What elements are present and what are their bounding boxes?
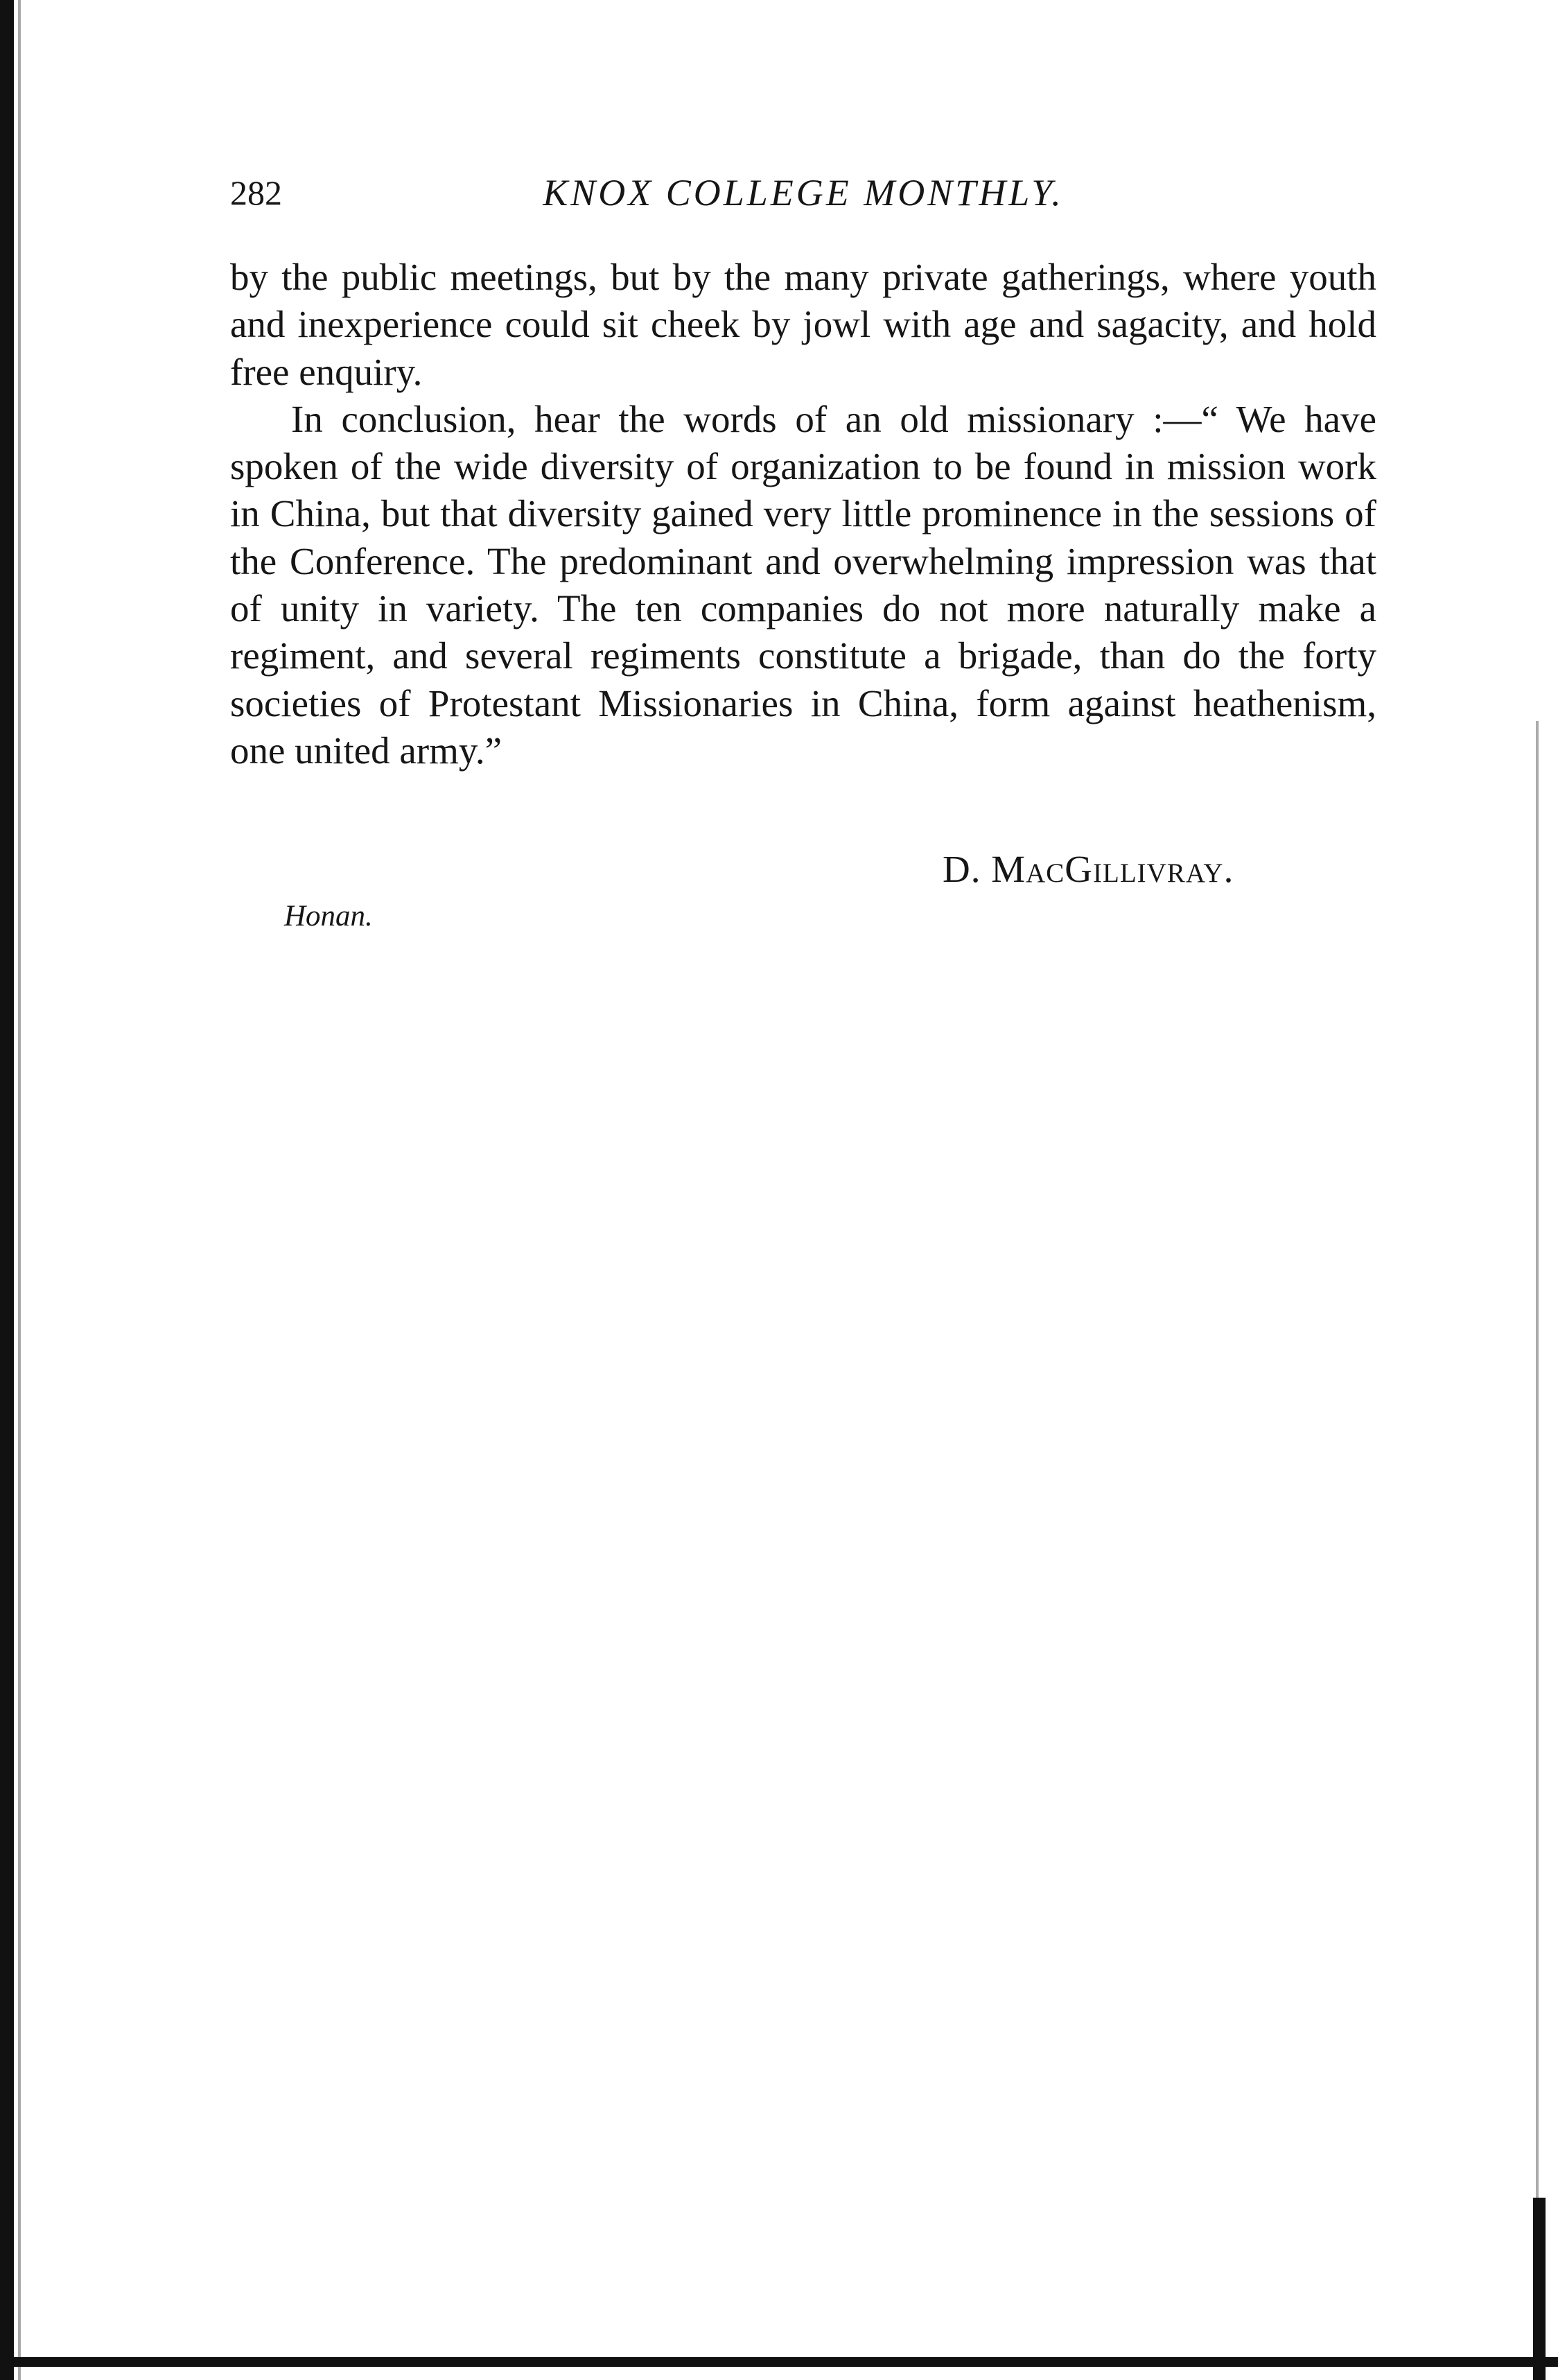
article-body <box>230 254 1376 774</box>
scan-edge-bottom <box>0 2357 1558 2367</box>
place-line: Honan. <box>284 900 373 932</box>
paragraph-conclusion: In conclusion, hear the words of an old missionary :—“ We have spoken of the wide diversity of organization to be found in mission work in China, but that diversity gained very little prominence in the sessions of the Conference. The predominant and overwhelming impression was that of unity in variety. The ten companies do not more naturally make a regiment, and several regiments constitute a brigade, than do the forty societies of Protestant Missionaries in China, form against heathenism, one united army.” <box>230 397 1376 772</box>
scan-edge-right-thin <box>1536 721 1539 2198</box>
scan-edge-right <box>1533 2198 1546 2380</box>
page-number: 282 <box>230 173 282 212</box>
author-signature: D. MacGillivray. <box>943 848 1234 890</box>
paragraph-continuation: by the public meetings, but by the many private gatherings, where youth and inexperience could sit cheek by jowl with age and sagacity, and hold free enquiry. <box>230 256 1376 393</box>
scan-edge-left <box>0 0 14 2380</box>
scan-edge-left-fine <box>18 0 21 2380</box>
page-header <box>230 165 1376 220</box>
running-title: KNOX COLLEGE MONTHLY. <box>543 172 1064 214</box>
